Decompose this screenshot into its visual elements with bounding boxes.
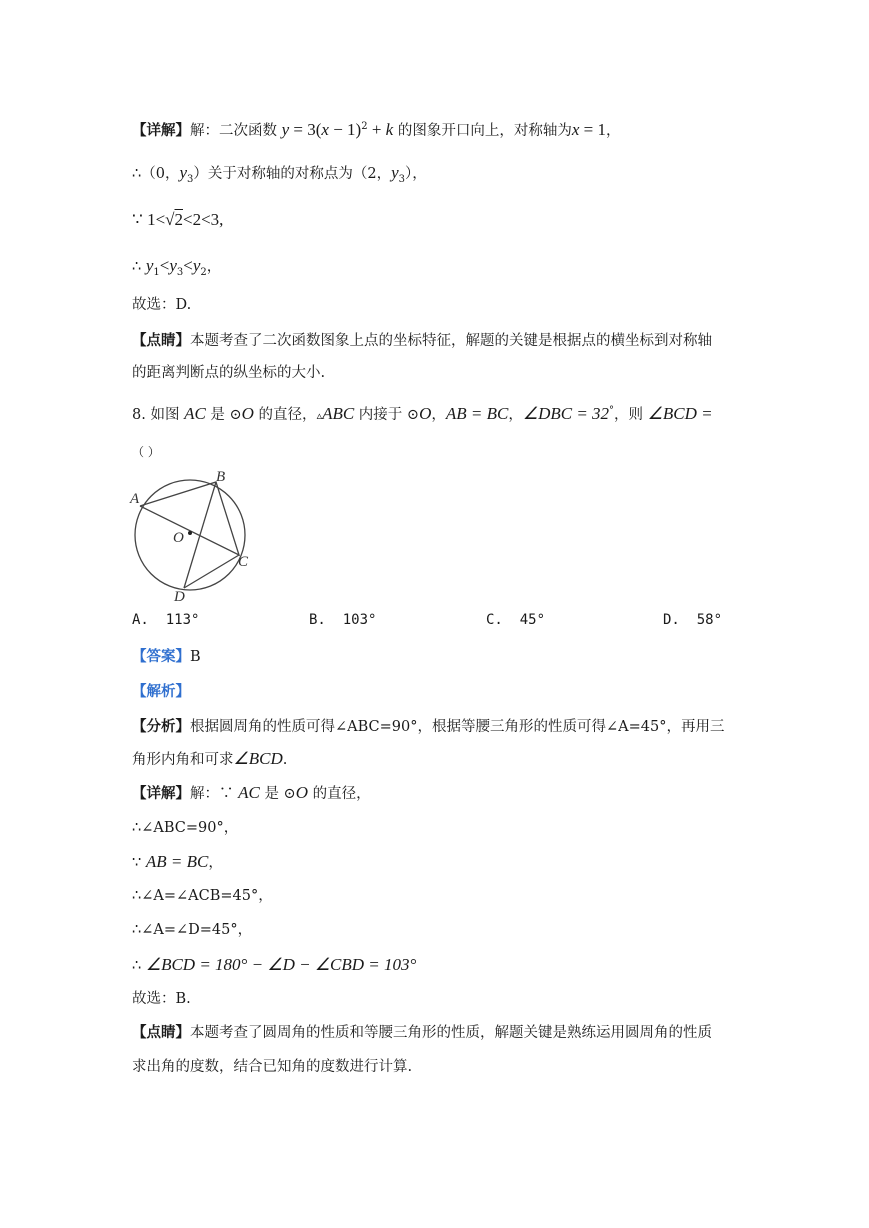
math-y: y xyxy=(391,163,399,182)
answer-label: 【答案】 xyxy=(132,648,190,665)
subscript: 1 xyxy=(153,266,160,278)
comment-text: 本题考查了二次函数图象上点的坐标特征，解题的关键是根据点的横坐标到对称轴 xyxy=(190,333,712,349)
option-a xyxy=(132,612,199,628)
option-value: 103° xyxy=(342,612,377,628)
fenxi-line-1 xyxy=(132,717,724,737)
circle-figure xyxy=(128,465,258,605)
detail2-line-6 xyxy=(132,955,416,976)
math-text: <2<3, xyxy=(183,210,224,229)
detail2-line-5: ∴∠A=∠D=45°， xyxy=(132,922,253,938)
answer-paren: （ ） xyxy=(132,445,160,459)
math-y: y xyxy=(169,256,177,275)
detail2-comment-2: 求出角的度数，结合已知角的度数进行计算. xyxy=(132,1059,413,1075)
math-eq: AB = BC xyxy=(145,852,209,871)
math-ac: AC xyxy=(184,403,206,423)
math-k: k xyxy=(385,119,394,139)
question-line xyxy=(132,401,713,426)
math-angle: ∠BCD = xyxy=(647,403,713,423)
text: 内接于 ⊙ xyxy=(354,406,420,423)
detail-label: 【详解】 xyxy=(132,785,190,802)
option-letter: C. xyxy=(486,612,503,628)
therefore: ∴ xyxy=(132,259,146,275)
option-value: 58° xyxy=(696,612,723,628)
fenxi-text: 根据圆周角的性质可得∠ABC=90°，根据等腰三角形的性质可得∠A=45°，再用三 xyxy=(190,719,725,735)
option-value: 113° xyxy=(165,612,200,628)
punct: ， xyxy=(206,259,222,275)
option-letter: D. xyxy=(663,612,680,628)
math-o: O xyxy=(295,783,308,802)
subscript: 3 xyxy=(398,173,406,185)
math-y: y xyxy=(192,256,201,275)
math-y: y xyxy=(179,163,187,182)
answer-value: B xyxy=(190,649,201,665)
subscript: 3 xyxy=(176,266,184,278)
punct: ， xyxy=(208,855,223,871)
label-a: A xyxy=(130,491,140,507)
math-text: − 1) xyxy=(328,119,362,139)
math-x: x xyxy=(571,119,580,139)
fenxi-text: 角形内角和可求 xyxy=(132,752,234,768)
text: ， xyxy=(508,406,523,423)
option-letter: B. xyxy=(309,612,326,628)
punct: ， xyxy=(605,122,621,139)
math-y: y xyxy=(281,119,290,139)
math-eq: AB = BC xyxy=(445,403,509,423)
detail2-line-3 xyxy=(132,852,223,873)
radicand: 2 xyxy=(174,210,183,229)
comment-line-2: 的距离判断点的纵坐标的大小. xyxy=(132,365,326,381)
math-o: O xyxy=(419,403,432,423)
math-ac: AC xyxy=(238,783,260,802)
detail-label: 【详解】 xyxy=(132,121,190,139)
subscript: 3 xyxy=(187,173,194,185)
text: ∴（0， xyxy=(132,166,180,182)
option-value: 45° xyxy=(519,612,546,628)
degree: ° xyxy=(609,405,615,416)
detail2-line-4: ∴∠A=∠ACB=45°， xyxy=(132,888,273,904)
option-b xyxy=(309,612,376,628)
triangle-icon: ▵ xyxy=(316,408,323,422)
detail-text: 解：二次函数 xyxy=(190,122,277,139)
math-exponent: 2 xyxy=(361,121,368,132)
option-letter: A. xyxy=(132,612,149,628)
math-angle: ∠DBC = 32 xyxy=(522,403,610,423)
subscript: 2 xyxy=(200,266,207,278)
label-o: O xyxy=(173,530,184,546)
math-abc: ABC xyxy=(322,403,355,423)
text: ）关于对称轴的对称点为（2， xyxy=(193,166,392,182)
text: 解：∵ xyxy=(190,786,239,802)
detail-text: 的图象开口向上，对称轴为 xyxy=(393,122,572,139)
comment-label: 【点睛】 xyxy=(132,332,190,349)
because: ∵ xyxy=(132,855,146,871)
label-d: D xyxy=(174,589,185,605)
math-text: = 3( xyxy=(289,119,322,139)
math-x: x xyxy=(321,119,329,139)
label-b: B xyxy=(216,469,226,485)
text: 是 ⊙ xyxy=(259,786,296,802)
lt: < xyxy=(159,256,170,275)
option-d xyxy=(663,612,722,628)
punct: . xyxy=(282,752,288,768)
comment-text: 本题考查了圆周角的性质和等腰三角形的性质，解题关键是熟练运用圆周角的性质 xyxy=(190,1025,712,1041)
choice-line: 故选：D. xyxy=(132,297,192,313)
math-o: O xyxy=(241,403,254,423)
math-eq: ∠BCD = 180° − ∠D − ∠CBD = 103° xyxy=(145,955,417,974)
center-dot xyxy=(188,531,192,535)
analysis-label: 【解析】 xyxy=(132,683,190,700)
sqrt-sign: √ xyxy=(165,210,175,229)
math-angle: ∠BCD xyxy=(233,749,283,768)
fenxi-label: 【分析】 xyxy=(132,718,190,735)
answer-line xyxy=(132,647,201,667)
text: 的直径， xyxy=(308,786,371,802)
detail2-comment-1 xyxy=(132,1023,712,1043)
text: ）， xyxy=(405,166,427,182)
text: 是 ⊙ xyxy=(205,406,242,423)
detail2-line-1 xyxy=(132,783,371,804)
therefore: ∴ xyxy=(132,958,146,974)
math-text: + xyxy=(367,119,386,139)
comment-label: 【点睛】 xyxy=(132,1024,190,1041)
detail-line-2 xyxy=(132,163,427,190)
math-y: y xyxy=(145,256,154,275)
text: 的直径， xyxy=(253,406,317,423)
option-c xyxy=(486,612,545,628)
detail-line-1 xyxy=(132,117,620,141)
text: ，则 xyxy=(614,406,648,423)
lt: < xyxy=(183,256,193,275)
question-number: 8. 如图 xyxy=(132,406,185,423)
comment-line-1 xyxy=(132,331,712,351)
detail-line-4 xyxy=(132,256,221,283)
math-text: = 1 xyxy=(579,119,606,139)
fenxi-line-2 xyxy=(132,749,287,770)
math-text: ∵ 1< xyxy=(132,210,166,229)
detail2-choice: 故选：B. xyxy=(132,991,191,1007)
detail-line-3 xyxy=(132,210,223,231)
label-c: C xyxy=(238,554,249,570)
detail2-line-2: ∴∠ABC=90°， xyxy=(132,820,239,836)
text: ， xyxy=(431,406,446,423)
